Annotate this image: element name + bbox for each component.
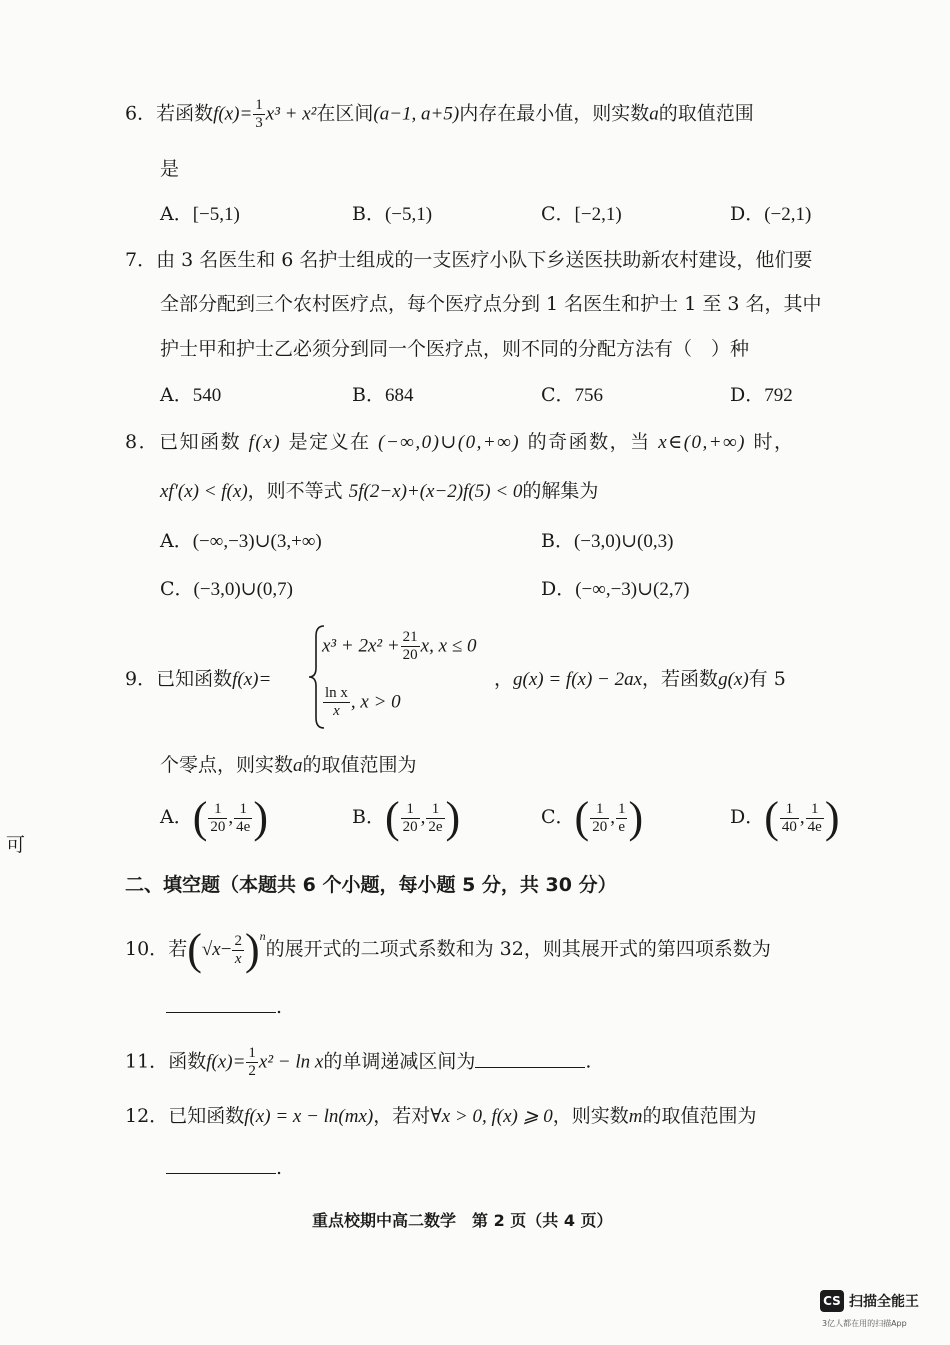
q10-answer-blank[interactable]	[166, 1012, 276, 1013]
q9-option-c-rparen: )	[628, 793, 644, 842]
q10-frac-den: x	[234, 950, 242, 967]
q6-option-c-value: [−2,1)	[574, 204, 622, 225]
q8-option-a	[160, 528, 322, 555]
q7-text1: 由 3 名医生和 6 名护士组成的一支医疗小队下乡送医扶助新农村建设，他们要	[156, 249, 813, 271]
q9-option-a-frac1	[208, 802, 227, 835]
q7-option-d-label: D．	[730, 384, 765, 406]
q6-option-b-value: (−5,1)	[384, 204, 433, 225]
q10-fraction	[232, 934, 244, 967]
q11-number: 11．	[125, 1050, 169, 1073]
q9-option-d-frac2	[806, 802, 824, 835]
q10-lparen: (	[187, 925, 202, 974]
q7-option-a-label: A．	[160, 384, 193, 406]
q8-option-a-value: (−∞,−3)∪(3,+∞)	[192, 531, 322, 552]
q6-poly: x³ + x²	[265, 103, 317, 125]
q9-line1-end	[494, 666, 786, 693]
q6-line2: 是	[160, 158, 180, 180]
q6-option-d-label: D．	[730, 203, 765, 225]
q11-text2: 的单调递减区间为	[323, 1050, 476, 1073]
q6-option-a-label: A．	[160, 203, 193, 225]
q8-option-d-label: D．	[541, 578, 576, 600]
q9-case2-cond: , x > 0	[350, 691, 401, 713]
q9-text4: 有 5	[748, 668, 786, 690]
q6-option-a	[160, 201, 240, 228]
q6-option-a-value: [−5,1)	[192, 204, 240, 225]
q10-text1: 若	[168, 938, 188, 960]
q9-line2-var: a	[293, 755, 303, 776]
q11-end: .	[585, 1050, 592, 1073]
q10-answer-line	[166, 994, 282, 1020]
q8-text5: ，则不等式	[247, 480, 343, 502]
q9-case1-den: 20	[402, 647, 418, 663]
q8-text1: 已知函数	[159, 431, 242, 453]
q9-option-b-n2: 1	[426, 802, 444, 819]
q6-text2: 在区间	[316, 102, 374, 125]
q10-end: .	[276, 996, 283, 1018]
q7-option-a	[160, 382, 221, 409]
q9-option-a-n1: 1	[208, 802, 227, 819]
q10-number: 10．	[125, 938, 169, 960]
q11-text1: 函数	[168, 1050, 207, 1073]
q9-option-a-frac2	[234, 802, 252, 835]
scanner-watermark	[820, 1290, 919, 1312]
q8-option-d	[541, 576, 689, 603]
q9-text1: 已知函数	[156, 668, 233, 690]
q9-case1	[322, 630, 476, 663]
q12-end: .	[276, 1157, 283, 1179]
q8-fx: f(x)	[248, 432, 282, 453]
q9-option-d-n1: 1	[780, 802, 799, 819]
q12-number: 12．	[125, 1105, 169, 1127]
q10-frac-num: 2	[234, 932, 242, 949]
section-heading-fill-in: 二、填空题（本题共 6 个小题，每小题 5 分，共 30 分）	[125, 874, 617, 896]
q8-line1	[125, 429, 795, 456]
q7-line2: 全部分配到三个农村医疗点，每个医疗点分到 1 名医生和护士 1 至 3 名，其中	[160, 293, 822, 315]
q9-option-a-label: A．	[160, 806, 193, 828]
q7-option-d-value: 792	[764, 385, 793, 406]
q12-text1: 已知函数	[168, 1105, 245, 1127]
q7-option-a-value: 540	[192, 385, 222, 406]
q10-text2: 的展开式的二项式系数和为 32，则其展开式的第四项系数为	[265, 938, 771, 960]
q9-option-c-label: C．	[541, 806, 575, 828]
margin-char: 可	[6, 834, 26, 856]
q9-option-c-frac2	[616, 802, 628, 835]
q6-text3: 内存在最小值，则实数	[459, 102, 650, 125]
q6-option-b	[352, 201, 432, 228]
q8-option-d-value: (−∞,−3)∪(2,7)	[575, 579, 690, 600]
q7-line3: 护士甲和护士乙必须分到同一个医疗点，则不同的分配方法有（ ）种	[160, 338, 750, 360]
q12-answer-blank[interactable]	[166, 1173, 276, 1174]
q8-ineq1: xf′(x) < f(x)	[160, 481, 248, 502]
q9-fx: f(x)=	[232, 669, 272, 690]
scanner-slogan: 3亿人都在用的扫描App	[822, 1319, 907, 1328]
q8-line2	[160, 478, 598, 505]
q9-option-a-lparen: (	[192, 793, 208, 842]
q9-option-d-frac1	[780, 802, 799, 835]
q9-option-b-rparen: )	[445, 793, 461, 842]
q7-option-b-label: B．	[352, 384, 385, 406]
q9-option-b-frac2	[426, 802, 444, 835]
q8-option-c	[160, 576, 293, 603]
q9-option-b: B．( $\frac{1}{20}$ , $\frac{1}{2e}$ )	[352, 793, 461, 842]
q9-option-b-d1: 20	[402, 818, 418, 835]
q9-gx: g(x) = f(x) − 2ax	[513, 669, 643, 690]
q6-var: a	[649, 103, 659, 125]
q10-sqrt: √x	[201, 939, 221, 960]
q9-line2	[160, 752, 417, 779]
q12-line1	[125, 1103, 757, 1130]
q9-line2-text1: 个零点，则实数	[160, 754, 294, 776]
q9-gx2: g(x)	[718, 669, 749, 690]
q6-interval: (a−1, a+5)	[373, 103, 460, 125]
scanner-app-name: 扫描全能王	[849, 1294, 919, 1310]
q9-case1-num: 21	[402, 629, 418, 645]
q8-option-b-value: (−3,0)∪(0,3)	[573, 531, 674, 552]
q8-text3: 的奇函数，当	[527, 431, 651, 453]
q9-option-b-frac1	[401, 802, 420, 835]
page-footer: 重点校期中高二数学 第 2 页（共 4 页）	[312, 1211, 613, 1230]
q12-text3: ，则实数	[552, 1105, 629, 1127]
q9-case2-den: x	[333, 703, 340, 719]
q6-line1	[125, 98, 754, 131]
q8-cond: x∈(0,+∞)	[658, 432, 746, 453]
q11-frac-den: 2	[248, 1063, 256, 1079]
q8-text2: 是定义在	[288, 431, 371, 453]
q11-expr: x² − ln x	[258, 1051, 324, 1073]
q8-number: 8．	[125, 431, 160, 453]
q9-option-d-lparen: (	[764, 793, 779, 842]
q8-option-c-value: (−3,0)∪(0,7)	[193, 579, 293, 600]
q6-fx: f(x)=	[213, 103, 253, 125]
q9-line1-start	[125, 666, 271, 693]
q7-option-c-label: C．	[541, 384, 575, 406]
q6-option-b-label: B．	[352, 203, 385, 225]
q9-option-a-d1: 20	[210, 818, 226, 835]
q9-text3: ，若函数	[642, 668, 719, 690]
q10-rparen: )	[244, 925, 260, 974]
q7-option-b-value: 684	[384, 385, 414, 406]
q6-number: 6．	[125, 102, 157, 125]
q9-option-d-d2: 4e	[807, 818, 822, 835]
q7-number: 7．	[125, 249, 157, 271]
q8-option-a-label: A．	[160, 530, 193, 552]
q9-option-b-label: B．	[352, 806, 385, 828]
q9-option-d-n2: 1	[806, 802, 824, 819]
q9-option-c-n2: 1	[617, 800, 626, 817]
q6-option-d-value: (−2,1)	[764, 204, 812, 225]
q9-option-a-rparen: )	[253, 793, 268, 842]
q11-fx: f(x)=	[206, 1051, 246, 1073]
q10-line1	[125, 925, 771, 974]
q9-option-c-frac1	[590, 802, 609, 835]
q12-var: m	[628, 1106, 643, 1127]
q9-option-d-rparen: )	[824, 793, 840, 842]
q9-text2: ，	[494, 668, 514, 690]
q12-fx: f(x) = x − ln(mx)	[244, 1106, 374, 1127]
q9-option-c-lparen: (	[574, 793, 590, 842]
q8-text6: 的解集为	[522, 480, 599, 502]
q9-option-b-d2: 2e	[428, 818, 443, 835]
q9-option-a: A．( $\frac{1}{20}$ , $\frac{1}{4e}$ )	[160, 793, 268, 842]
q9-option-d-label: D．	[730, 806, 765, 828]
q7-line1	[125, 247, 812, 273]
q12-cond: ∀x > 0, f(x) ⩾ 0	[430, 1106, 553, 1127]
q10-exponent: n	[259, 928, 266, 943]
q8-option-c-label: C．	[160, 578, 194, 600]
q9-case2-fraction	[323, 686, 350, 719]
q9-line2-text2: 的取值范围为	[302, 754, 417, 776]
q6-frac-den: 3	[255, 115, 263, 131]
q8-option-b	[541, 528, 673, 555]
q8-ineq2: 5f(2−x)+(x−2)f(5) < 0	[348, 481, 523, 502]
q9-option-c-n1: 1	[590, 802, 609, 819]
q9-option-c: C．( $\frac{1}{20}$ , $\frac{1}{e}$ )	[541, 793, 644, 842]
q9-option-a-d2: 4e	[236, 818, 251, 835]
q7-option-b	[352, 382, 413, 409]
q7-option-c-value: 756	[574, 385, 604, 406]
q6-option-c	[541, 201, 622, 228]
q6-frac-num: 1	[255, 97, 263, 113]
q9-case2-num: ln x	[325, 685, 348, 701]
q12-answer-line	[166, 1155, 282, 1181]
q8-text4: 时，	[753, 431, 795, 453]
q9-case1-cond: x, x ≤ 0	[420, 635, 477, 657]
q9-case2	[322, 686, 401, 719]
q11-answer-blank[interactable]	[475, 1067, 585, 1068]
q6-option-c-label: C．	[541, 203, 575, 225]
scanner-logo-icon: CS	[820, 1290, 844, 1312]
q6-fraction	[253, 98, 265, 131]
q11-frac-num: 1	[248, 1045, 256, 1061]
q8-domain: (−∞,0)∪(0,+∞)	[378, 432, 521, 453]
q9-option-b-n1: 1	[401, 802, 420, 819]
q11-line1	[125, 1046, 591, 1079]
q6-option-d	[730, 201, 811, 228]
q6-text1: 若函数	[156, 102, 214, 125]
q6-text4: 的取值范围	[658, 102, 754, 125]
q12-text4: 的取值范围为	[642, 1105, 757, 1127]
q11-fraction	[246, 1046, 258, 1079]
q7-option-d	[730, 382, 793, 409]
q10-minus: −	[220, 939, 232, 960]
q9-option-a-n2: 1	[234, 802, 252, 819]
q9-option-c-d1: 20	[592, 818, 608, 835]
q9-option-b-lparen: (	[384, 793, 400, 842]
q9-option-d-d1: 40	[781, 818, 797, 835]
q8-option-b-label: B．	[541, 530, 574, 552]
q9-option-c-d2: e	[618, 818, 626, 835]
q7-option-c	[541, 382, 603, 409]
q9-case1-poly: x³ + 2x² +	[322, 635, 400, 657]
q12-text2: ，若对	[373, 1105, 431, 1127]
q9-case1-fraction	[401, 630, 420, 663]
q9-option-d: D．( $\frac{1}{40}$ , $\frac{1}{4e}$ )	[730, 793, 840, 842]
q9-number: 9．	[125, 668, 157, 690]
